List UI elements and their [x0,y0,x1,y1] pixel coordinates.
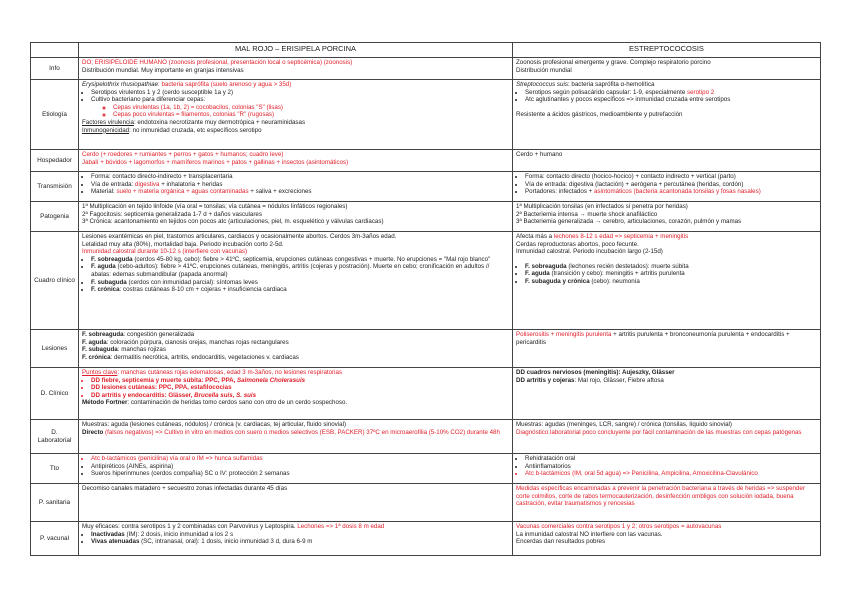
text-span: Factores virulencia [82,118,134,126]
text-span: : endotoxina necrotizante muy dermotrópica + neuraminidasas [133,118,306,126]
text-span: Muy eficaces: contra serotipos 1 y 2 combinadas con Parvovirus y Leptospira. [82,523,298,530]
cell-mal-rojo [79,80,513,150]
text-span: : bacteria saprófita α-hemolítica [567,81,655,88]
row-label: Hospedador [31,150,79,172]
text-line [82,81,509,89]
text-span: Brucella suis, S. suis [194,391,257,399]
row-hospedador [31,150,821,172]
list-item: • Antipiréticos (AINEs, aspirina) [91,463,509,471]
text-span: : costras cutáneas 8-10 cm + cojeras + insuficiencia cardiaca [119,286,287,294]
bullet-list [82,531,509,546]
text-span: suelo + materia orgánica + aguas contaminadas [116,188,249,196]
text-span: DD artritis y cojeras [516,376,575,384]
text-span: Afecta más a [516,233,554,240]
cell-estreptococosis [513,202,821,232]
text-span: (transición y cebo): meningitis + artritis purulenta [549,270,685,278]
text-span: Poliserositis + meningitis purulenta [516,331,612,338]
text-span: F. sobreaguda [525,262,567,270]
text-line: DO; ERISIPELOIDE HUMANO (zoonosis profesional, presentación local o septicémica) (zoonosis) [82,59,353,66]
text-line: Jabalí + bóvidos + lagomorfos + mamíferos marinos + patos + gallinas + insectos (asintomáticos) [82,158,349,166]
row-label: P. vacunal [31,522,79,556]
text-line [82,346,509,354]
text-line: Cerdo (+ roedores + rumiantes + perros + gatos + humanos; cuadro leve) [82,151,284,158]
list-item: • Forma: contacto directo (hocico-hocico) + contacto indirecto + vertical (parto) [525,173,817,181]
bullet-list [516,89,817,104]
cell-mal-rojo [79,330,513,368]
text-span: Vivas atenuadas [91,538,140,546]
text-span: F. crónica [82,353,111,361]
text-span: : congestión generalizada [123,331,195,338]
text-line: DD cuadros nerviosos (meningitis): Aujeszky, Glässer [516,369,675,376]
list-item [91,392,509,400]
text-line: Cerdo + humano [516,151,563,158]
text-span: : manchas rojizas [117,346,166,354]
text-span: F. aguda [91,263,116,271]
text-line: Muestras: aguda (lesiones cutáneas, nódulos) / crónica (v. cardiacas, tej articular, fluido sinovial) [82,421,347,428]
list-item [525,89,817,97]
text-span: F. sobreaguda [82,331,124,338]
cell-mal-rojo [79,454,513,484]
text-span: Directo [82,428,104,436]
text-span: F. subaguda [91,278,127,286]
text-line: Lesiones exantémicas en piel, trastornos articulares, cardiacos y ocasionalmente abortos. Cerdos 3m-3años edad. [82,233,397,240]
text-line: Zoonosis profesional emergente y grave. Complejo respiratorio porcino [516,59,711,66]
text-span: (lechones recién destetados): muerte súbita [566,262,689,270]
text-span: lechones 8-12 s edad => septicemia + meningitis [553,233,689,240]
text-span: F. aguda [525,270,550,278]
text-span: : Mal rojo, Glässer, Fiebre aftosa [574,376,664,384]
text-span: : manchas cutáneas rojas edematosas, edad 3 m-3años, no lesiones respiratorias [117,369,343,376]
text-span: F. aguda [82,338,107,346]
text-span: Inmunogenicidad [82,126,130,134]
text-span: (cebo-adultos): fiebre > 41ºC, erupciones cutáneas, meningitis, artritis (cojeras y postración). Muerte en cebo; cronificación en adultos // abalas: edemas submandibular (papada anormal) [91,263,490,278]
text-span: Salmonela Cholerasuis [237,376,306,384]
text-span: Lechones => 1ª dosis 8 m edad [297,523,385,530]
list-item [91,256,509,264]
bullet-list [82,173,509,196]
text-span: F. subaguda [82,346,118,354]
text-line: Letalidad muy alta (80%), mortalidad baja. Periodo incubación corto 2-5d. [82,240,284,248]
text-line [82,354,509,362]
text-line: Resistente a ácidos gástricos, medioambiente y putrefacción [516,110,683,118]
row-d-laboratorial [31,420,821,454]
text-line [82,429,509,437]
text-span: serotipo 2 [687,88,715,96]
text-line: 3ª Crónica: acantonamiento en tejidos con pocos atc (articulaciones, piel, m. esquelético y válvulas cardiacas) [82,218,384,226]
text-line: 2ª Fagocitosis: septicemia generalizada 1-7 d + daños vasculares [82,210,262,218]
row-label: Transmisión [31,172,79,202]
text-span: Inactivadas [91,530,125,538]
text-line: Distribución mundial [516,66,572,74]
text-span: Método Fortner [82,399,128,407]
text-line: Muestras: agudas (meninges, LCR, sangre) / crónica (tonsilas, líquido sinovial) [516,421,732,428]
text-line: Vacunas comerciales contra serotipos 1 y 2; otros serotipos = autovacunas [516,523,722,530]
text-line: 3ª Bacteriemia generalizada → cerebro, articulaciones, corazón, pulmón y mamas [516,218,742,226]
row-label: Lesiones [31,330,79,368]
header-mal-rojo: MAL ROJO – ERISIPELA PORCINA [79,43,513,58]
text-line: 1ª Multiplicación en tejido linfoide (vía oral = tonsilas; vía cutánea = nódulos linfáticos regionales) [82,203,348,210]
text-span: digestiva [135,180,160,188]
list-item: • Atc aglutinantes y pocos específicos => inmunidad cruzada entre serotipos [525,96,817,104]
text-line [516,233,817,241]
text-span: (SC, intranasal, oral): 1 dosis, inicio inmunidad 3 d, dura 6-9 m [139,538,313,546]
list-item [525,263,817,271]
text-line [516,331,817,346]
text-line [82,127,509,135]
row-p-vacunal [31,522,821,556]
list-item: • DD lesiones cutáneas: PPC, PPA, estafilococias [91,384,509,392]
text-line: Cerdas reproductoras abortos, poco fecunte. [516,240,639,248]
text-span: : coloración púrpura, cianosis orejas, manchas rojas rectangulares [106,338,289,346]
cell-estreptococosis [513,80,821,150]
list-item [525,278,817,286]
text-line [82,339,509,347]
bullet-list [82,89,509,119]
header-estreptococosis: ESTREPTOCOCOSIS [513,43,821,58]
document-page [30,42,820,556]
text-span: DD fiebre, septicemia y muerte súbita: PPC, PPA, [91,376,238,384]
row-label: D. Clínico [31,368,79,420]
bullet-list [516,263,817,286]
bullet-list [82,377,509,400]
text-line [516,81,817,89]
cell-estreptococosis [513,484,821,522]
list-item: • Atc b-lactámicos (penicilina) vía oral o IM => hunca sulfamidas [91,455,509,463]
list-item [525,188,817,196]
row-patogenia [31,202,821,232]
list-item [91,263,509,278]
text-span: + saliva + excreciones [248,188,312,196]
text-span: asintomáticos (bacteria acantonada tonsilas y fosas nasales) [593,188,761,196]
text-line [82,523,509,531]
text-span: (IM): 2 dosis, inicio inmunidad a los 2 s [124,530,234,538]
row-label: Info [31,58,79,80]
sub-list [91,104,509,119]
header-blank-cell [31,43,79,58]
cell-estreptococosis [513,172,821,202]
bullet-list [516,455,817,478]
cell-estreptococosis [513,420,821,454]
text-line: 2ª Bacteriemia intensa → muerte shock anafiláctico [516,210,658,218]
row-tto [31,454,821,484]
text-span: : dermatitis necrótica, artritis, endocarditis, vegetaciones v. cardiacas [110,353,299,361]
cell-estreptococosis [513,522,821,556]
text-line: 1ª Multiplicación tonsilas (en infectados sí penetra por heridas) [516,203,688,210]
text-line: Encerdas dan resultados pobres [516,538,606,546]
text-span: Cultivo bacteriano para diferenciar cepas: [91,96,206,104]
list-item: ◦ Cepas poco virulentas = filamentos, colonias "R" (rugosas) [113,111,509,119]
row-label: Cuadro clínico [31,232,79,330]
text-span: : bacteria saprófita (suelo arenoso y agua > 35d) [158,81,292,88]
species-name: Streptococcus suis [516,81,568,88]
bullet-list [82,256,509,294]
cell-mal-rojo [79,150,513,172]
row-etiologia [31,80,821,150]
cell-mal-rojo [79,368,513,420]
list-item: • Vía de entrada: digestiva (lactación) + aerógena + percutánea (heridas, cordón) [525,181,817,189]
text-line: Distribución mundial. Muy importante en granjas intensivas [82,66,244,74]
text-line: Medidas específicas encaminadas a prevenir la penetración bacteriana a través de heridas => suspender corte colmillos, corte de rabos termocauterización, desinfección ombligos con solución iodada, buena castración, evitar traumatismos y rencesias [516,485,805,508]
text-span: + artritis purulenta + bronconeumonía purulenta + endocarditis + pericarditis [516,331,790,346]
text-line [82,399,509,407]
cell-estreptococosis [513,58,821,80]
text-span: F. crónica [91,286,120,294]
cell-estreptococosis [513,232,821,330]
cell-mal-rojo [79,58,513,80]
species-name: Erysipelothrix rhusiopathiae [82,81,159,88]
text-line: Diagnóstico laboratorial poco concluyente por fácil contaminación de las muestras con cepas patógenas [516,428,802,436]
bullet-list [82,455,509,478]
text-span: Puntos clave [82,369,118,376]
list-item [91,531,509,539]
list-item [91,377,509,385]
row-label: Tto [31,454,79,484]
text-line [82,331,509,339]
row-label: Patogenia [31,202,79,232]
list-item [91,279,509,287]
row-info [31,58,821,80]
list-item: • Serotipos virulentos 1 y 2 (cerdo susceptible 1a y 2) [91,89,509,97]
row-label: Etiología [31,80,79,150]
text-span: F. subaguda y crónica [525,277,590,285]
bullet-list [516,173,817,196]
cell-estreptococosis [513,330,821,368]
list-item: ◦ Cepas virulentas (1a, 1b, 2) = cocobacilos, colonias "S" (lisas) [113,104,509,112]
comparison-table [30,42,821,556]
row-d-clinico [31,368,821,420]
cell-mal-rojo [79,484,513,522]
text-span: Material: [91,188,117,196]
cell-mal-rojo [79,232,513,330]
text-span: Portadores: infectados + [525,188,594,196]
text-line: Inmunidad calostral. Periodo incubación largo (2-15d) [516,248,663,256]
cell-mal-rojo [79,522,513,556]
text-span: (cerdos con inmunidad parcial): síntomas leves [126,278,258,286]
list-item: • Antiinflamatorios [525,463,817,471]
list-item [91,96,509,119]
list-item [525,270,817,278]
list-item: • Sueros hiperinmunes (cerdos compañía) SC o IV: protección 2 semanas [91,470,509,478]
text-line [82,369,509,377]
text-span: : no inmunidad cruzada, etc específicos serotipo [129,126,262,134]
text-span: + inhalatoria + heridas [159,180,223,188]
list-item [91,538,509,546]
cell-estreptococosis [513,454,821,484]
text-span: : contaminación de heridas tomo cerdos sano con otro de un cerdo sospechoso. [127,399,348,407]
text-span: F. sobreaguda [91,255,133,263]
text-line: Inmunidad calostral durante 10-12 s (interfiere con vacunas) [82,248,248,256]
cell-mal-rojo [79,202,513,232]
list-item [91,188,509,196]
header-row [31,43,821,58]
text-span: (cerdos 45-80 kg, cebo): fiebre > 41ºC, septicemia, erupciones cutáneas congestivas + muerte. No erupciones = "Mal rojo blanco" [132,255,491,263]
row-label: D. Laboratorial [31,420,79,454]
text-span: Serotipos según polisacárido capsular: 1-9, especialmente [525,88,687,96]
text-span: (cebo): neumonía [589,277,640,285]
row-lesiones [31,330,821,368]
list-item: • Rehidratación oral [525,455,817,463]
list-item: • Atc b-lactámicos (IM, oral 5d agua) => Penicilina, Ampicilina, Amoxicilina-Clavulánico [525,470,817,478]
cell-mal-rojo [79,172,513,202]
row-p-sanitaria [31,484,821,522]
text-line: Decomiso canales matadero + secuestro zonas infectadas durante 45 días [82,485,288,492]
row-transmision [31,172,821,202]
list-item [91,181,509,189]
text-line: La inmunidad calostral NO interfiere con las vacunas. [516,530,663,538]
list-item: • Forma: contacto directo-indirecto + transplacentaria [91,173,509,181]
text-span: DD artritis y endocarditis: Glässer, [91,391,195,399]
cell-estreptococosis [513,150,821,172]
text-line [82,119,509,127]
text-span: Vía de entrada: [91,180,136,188]
list-item [91,286,509,294]
text-span: (falsos negativos) => Cultivo in vitro en medios con suero o medios selectivos (ESB, PACKER) 37ºC en microaerofilia (5-10% CO2) durante 48h [103,428,500,436]
cell-estreptococosis [513,368,821,420]
text-line [516,377,817,385]
cell-mal-rojo [79,420,513,454]
row-cuadro-clinico [31,232,821,330]
row-label: P. sanitaria [31,484,79,522]
